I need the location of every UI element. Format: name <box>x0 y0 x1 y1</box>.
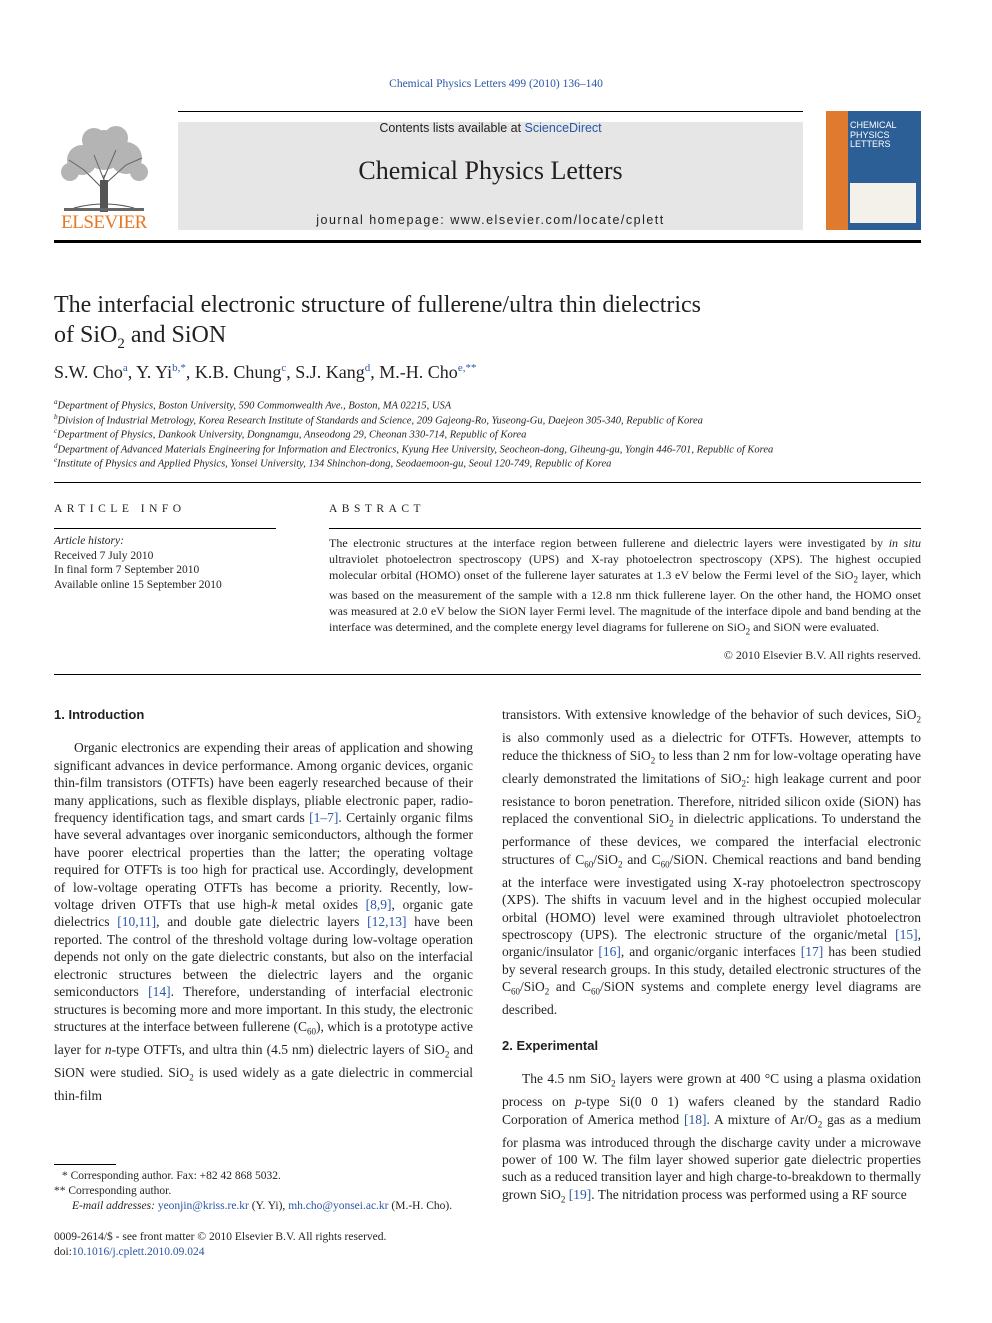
journal-cover-image <box>826 111 921 230</box>
header-thick-rule <box>54 240 921 243</box>
abstract-text: The electronic structures at the interface region between fullerene and dielectric layers were investigated by in situ ultraviolet photoelectron spectroscopy (UPS) and X-ray photoelectron spectroscopy (XPS). The highest occupied molecular orbital (HOMO) onset of the fullerene layer saturates at 1.3 eV below the Fermi level of the SiO$_2$ layer, which was based on the measurement of the sample with a 12.8 nm thick fullerene layer. On the other hand, the HOMO onset was measured at 2.0 eV below the SiON layer Fermi level. The magnitude of the interface dipole and band bending at the interface was determined, and the complete energy level diagrams for fullerene on SiO$_2$ and SiON were evaluated. <box>329 536 922 637</box>
cover-title-line: CHEMICAL <box>850 120 897 130</box>
author-affil-mark[interactable]: d <box>364 362 371 374</box>
body-column-right <box>502 706 921 1209</box>
abstract-bottom-rule <box>54 674 921 675</box>
cover-stripe <box>826 111 848 230</box>
author-name: S.J. Kang <box>295 362 365 382</box>
online-date: Available online 15 September 2010 <box>54 578 222 591</box>
affiliation: $^c$Department of Physics, Dankook University, Dongnamgu, Anseodong 29, Cheonan 330-714, Republic of Korea <box>54 427 527 441</box>
email-link[interactable]: yeonjin@kriss.re.kr <box>157 1200 249 1212</box>
article-title <box>54 290 874 359</box>
title-line-2: of SiO$_2$ and SiON <box>54 322 227 352</box>
author-list: S.W. Cho$^a$, Y. $Yi^{b,*}$, K.B. Chung$^c$, S.J. Kang$^d$, M.-H. Cho$^{e,**}$ <box>54 362 477 382</box>
abstract-heading: ABSTRACT <box>329 503 426 515</box>
affiliation: $^d$Department of Advanced Materials Engineering for Information and Electronics, Kyung Hee University, Seocheon-dong, Giheung-gu, Yongin 446-701, Republic of Korea <box>54 441 774 455</box>
sciencedirect-link[interactable]: ScienceDirect <box>524 121 602 135</box>
footnote-emails: E-mail addresses: yeonjin@kriss.re.kr (Y. Yi), mh.cho@yonsei.ac.kr (M.-H. Cho). <box>72 1200 453 1212</box>
author-name: M.-H. Cho <box>379 362 458 382</box>
article-info-rule <box>54 528 276 529</box>
doi-link[interactable]: 10.1016/j.cplett.2010.09.024 <box>71 1246 205 1258</box>
journal-reference[interactable]: Chemical Physics Letters 499 (2010) 136–140 <box>389 78 603 90</box>
affiliation: $^b$Division of Industrial Metrology, Korea Research Institute of Standards and Science, 209 Gajeong-Ro, Yuseong-Gu, Daejeon 305-340, Republic of Korea <box>54 412 703 426</box>
article-history <box>54 534 284 592</box>
article-info-heading: ARTICLE INFO <box>54 503 186 515</box>
title-line-1: The interfacial electronic structure of fullerene/ultra thin dielectrics <box>54 292 702 318</box>
section-heading-introduction: 1. Introduction <box>54 707 145 722</box>
elsevier-wordmark: ELSEVIER <box>61 212 147 233</box>
author-affil-mark[interactable]: a <box>122 362 128 374</box>
front-matter <box>54 1230 473 1260</box>
affiliation: $^e$Institute of Physics and Applied Physics, Yonsei University, 134 Shinchon-dong, Seodaemoon-gu, Seoul 120-749, Republic of Korea <box>54 456 612 470</box>
cover-title <box>850 121 920 150</box>
journal-title: Chemical Physics Letters <box>358 156 623 185</box>
contents-prefix: Contents lists available at <box>379 121 525 135</box>
copyright-line: © 2010 Elsevier B.V. All rights reserved. <box>723 648 921 662</box>
email-link[interactable]: mh.cho@yonsei.ac.kr <box>288 1200 389 1212</box>
body-column-left <box>54 706 473 1105</box>
author-affil-mark[interactable]: c <box>281 362 287 374</box>
author-name: Y. Yi <box>136 362 173 382</box>
received-date: Received 7 July 2010 <box>54 549 154 562</box>
history-label: Article history: <box>54 535 124 547</box>
experimental-paragraph-1: The 4.5 nm SiO$_2$ layers were grown at 400 °C using a plasma oxidation process on p-type Si(0 0 1) wafers cleaned by the standard Radio Corporation of America method [18]. A mixture of $Ar/O_2$ gas as a medium for plasma was introduced through the discharge cavity under a microwave power of 100 W. The film layer showed superior gate dielectric properties such as a reduced transition layer and high charge-to-breakdown to thermally grown SiO$_2$ [19]. The nitridation process was performed using a RF source <box>502 1071 921 1205</box>
doi-line: doi:10.1016/j.cplett.2010.09.024 <box>54 1246 205 1258</box>
intro-paragraph-2: transistors. With extensive knowledge of the behavior of such devices, SiO$_2$ is also commonly used as a dielectric for OTFTs. However, attempts to reduce the thickness of SiO$_2$ to less than 2 nm for low-voltage operating have clearly demonstrated the limitations of SiO$_2$: high leakage current and poor resistance to boron penetration. Therefore, nitrided silicon oxide (SiON) has replaced the conventional SiO$_2$ in dielectric applications. To understand the performance of these devices, we compared the interfacial electronic structures of $C_{60}/SiO_2$ and $C_{60}$/SiON. Chemical reactions and band bending at the interface were investigated using X-ray photoelectron spectroscopy (XPS). The shifts in vacuum level and in the highest occupied molecular orbital (HOMO) level were examined through ultraviolet photoelectron spectroscopy (UPS). The electronic structure of the organic/metal [15], organic/insulator [16], and organic/organic interfaces [17] has been studied by several research groups. In this study, detailed electronic structures of the $C_{60}/SiO_2$ and $C_{60}$/SiON systems and complete energy level diagrams are described. <box>502 707 922 1018</box>
header-rule <box>178 111 803 112</box>
affiliation: $^a$Department of Physics, Boston University, 590 Commonwealth Ave., Boston, MA 02215, USA <box>54 398 452 412</box>
cover-graphic <box>850 183 916 223</box>
intro-paragraph-1: Organic electronics are expending their areas of application and showing significant advances in device performance. Among organic devices, organic thin-film transistors (OTFTs) have been eagerly researched because of their many applications, such as flexible displays, pliable electronic paper, radio-frequency identification tags, and smart cards [1–7]. Certainly organic films have several advantages over inorganic semiconductors, although the former have poorer electrical properties than the latter; the operating voltage required for OTFTs is too high for practical use. Accordingly, development of low-voltage operating OTFTs has become a priority. Recently, low-voltage driven OTFTs that use high-k metal oxides [8,9], organic gate dielectrics [10,11], and double gate dielectric layers [12,13] have been reported. The control of the threshold voltage during low-voltage operation depends not only on the gate dielectric constants, but also on the interfacial electronic structures between the dielectric layers and the organic semiconductors [14]. Therefore, understanding of interfacial electronic structures is becoming more and more important. In this study, the electronic structures at the interface between fullerene $(C_{60})$, which is a prototype active layer for n-type OTFTs, and ultra thin (4.5 nm) dielectric layers of SiO$_2$ and SiON were studied. SiO$_2$ is used widely as a gate dielectric in commercial thin-film <box>54 740 474 1104</box>
cover-title-line: LETTERS <box>850 139 891 149</box>
contents-line <box>178 121 803 135</box>
author-affil-mark[interactable]: e,** <box>457 362 477 374</box>
section-rule <box>54 482 921 483</box>
footnote-rule <box>54 1164 116 1165</box>
section-heading-experimental: 2. Experimental <box>502 1037 599 1053</box>
issn-line: 0009-2614/$ - see front matter © 2010 Elsevier B.V. All rights reserved. <box>54 1231 387 1243</box>
cover-title-line: PHYSICS <box>850 129 890 140</box>
journal-homepage[interactable]: journal homepage: www.elsevier.com/locate/cplett <box>316 213 665 227</box>
footnote-corresponding-1: * Corresponding author. Fax: +82 42 868 5032. <box>62 1170 281 1182</box>
author-affil-mark[interactable]: b,* <box>172 362 186 374</box>
footnote-corresponding-2: ** Corresponding author. <box>54 1185 172 1197</box>
author-name: K.B. Chung <box>194 362 282 382</box>
footnotes <box>54 1169 473 1214</box>
author-name: S.W. Cho <box>54 362 123 382</box>
final-form-date: In final form 7 September 2010 <box>54 564 200 576</box>
abstract-rule <box>329 528 921 529</box>
